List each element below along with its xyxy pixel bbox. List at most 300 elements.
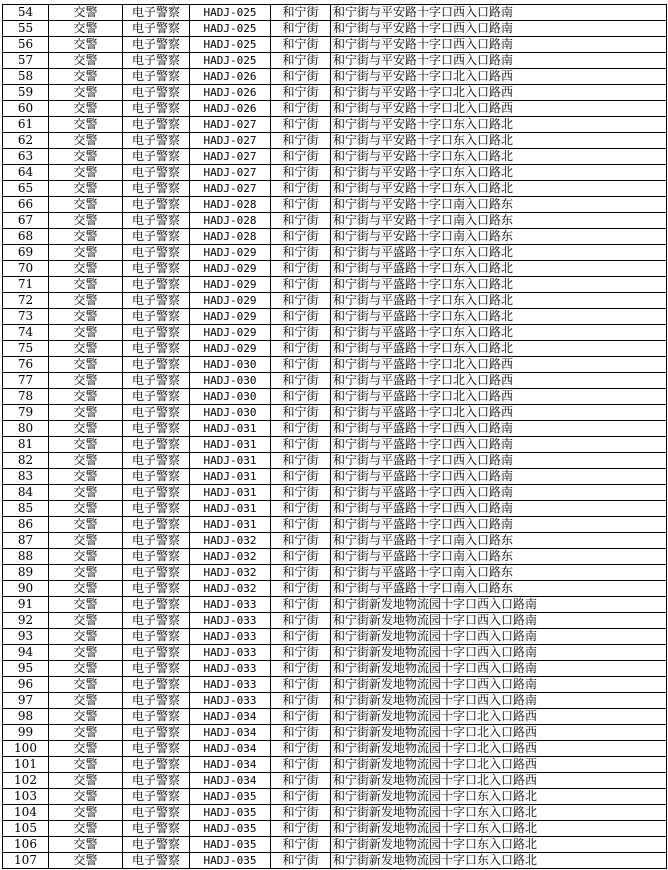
- table-row: [3, 645, 667, 661]
- table-row: [3, 389, 667, 405]
- row-number-cell: 65: [3, 181, 49, 197]
- row-number-cell: 69: [3, 245, 49, 261]
- row-number-cell: 70: [3, 261, 49, 277]
- device-code-cell: HADJ-032: [190, 549, 271, 565]
- device-type-cell: 电子警察: [123, 533, 190, 549]
- device-type-cell: 电子警察: [123, 853, 190, 869]
- device-type-cell: 电子警察: [123, 245, 190, 261]
- department-cell: 交警: [49, 645, 123, 661]
- device-code-cell: HADJ-034: [190, 709, 271, 725]
- table-row: [3, 469, 667, 485]
- location-cell: 和宁街与平安路十字口东入口路北: [331, 181, 667, 197]
- device-type-cell: 电子警察: [123, 565, 190, 581]
- device-type-cell: 电子警察: [123, 821, 190, 837]
- device-code-cell: HADJ-033: [190, 693, 271, 709]
- row-number-cell: 82: [3, 453, 49, 469]
- device-table: [2, 4, 667, 869]
- location-cell: 和宁街与平安路十字口北入口路西: [331, 69, 667, 85]
- department-cell: 交警: [49, 181, 123, 197]
- row-number-cell: 78: [3, 389, 49, 405]
- table-row: [3, 757, 667, 773]
- location-cell: 和宁街新发地物流园十字口东入口路北: [331, 837, 667, 853]
- table-row: [3, 485, 667, 501]
- street-cell: 和宁街: [271, 309, 331, 325]
- department-cell: 交警: [49, 373, 123, 389]
- street-cell: 和宁街: [271, 805, 331, 821]
- device-type-cell: 电子警察: [123, 741, 190, 757]
- device-code-cell: HADJ-033: [190, 677, 271, 693]
- department-cell: 交警: [49, 565, 123, 581]
- table-body: [3, 5, 667, 869]
- device-type-cell: 电子警察: [123, 709, 190, 725]
- device-code-cell: HADJ-032: [190, 565, 271, 581]
- row-number-cell: 97: [3, 693, 49, 709]
- table-row: [3, 85, 667, 101]
- device-type-cell: 电子警察: [123, 693, 190, 709]
- department-cell: 交警: [49, 245, 123, 261]
- device-type-cell: 电子警察: [123, 5, 190, 21]
- device-code-cell: HADJ-027: [190, 149, 271, 165]
- street-cell: 和宁街: [271, 437, 331, 453]
- location-cell: 和宁街与平盛路十字口东入口路北: [331, 341, 667, 357]
- device-code-cell: HADJ-031: [190, 517, 271, 533]
- table-row: [3, 661, 667, 677]
- location-cell: 和宁街与平盛路十字口西入口路南: [331, 421, 667, 437]
- location-cell: 和宁街与平盛路十字口东入口路北: [331, 277, 667, 293]
- device-code-cell: HADJ-026: [190, 69, 271, 85]
- device-code-cell: HADJ-032: [190, 533, 271, 549]
- street-cell: 和宁街: [271, 37, 331, 53]
- table-row: [3, 805, 667, 821]
- department-cell: 交警: [49, 517, 123, 533]
- row-number-cell: 91: [3, 597, 49, 613]
- department-cell: 交警: [49, 693, 123, 709]
- row-number-cell: 90: [3, 581, 49, 597]
- row-number-cell: 89: [3, 565, 49, 581]
- row-number-cell: 102: [3, 773, 49, 789]
- table-row: [3, 133, 667, 149]
- street-cell: 和宁街: [271, 549, 331, 565]
- device-code-cell: HADJ-028: [190, 213, 271, 229]
- device-code-cell: HADJ-033: [190, 661, 271, 677]
- location-cell: 和宁街与平盛路十字口西入口路南: [331, 437, 667, 453]
- device-code-cell: HADJ-029: [190, 261, 271, 277]
- table-row: [3, 517, 667, 533]
- device-code-cell: HADJ-026: [190, 101, 271, 117]
- department-cell: 交警: [49, 757, 123, 773]
- department-cell: 交警: [49, 117, 123, 133]
- device-code-cell: HADJ-030: [190, 405, 271, 421]
- device-code-cell: HADJ-029: [190, 277, 271, 293]
- device-code-cell: HADJ-027: [190, 181, 271, 197]
- department-cell: 交警: [49, 197, 123, 213]
- device-type-cell: 电子警察: [123, 309, 190, 325]
- device-type-cell: 电子警察: [123, 437, 190, 453]
- device-type-cell: 电子警察: [123, 421, 190, 437]
- location-cell: 和宁街与平盛路十字口西入口路南: [331, 453, 667, 469]
- location-cell: 和宁街新发地物流园十字口北入口路西: [331, 709, 667, 725]
- location-cell: 和宁街新发地物流园十字口东入口路北: [331, 821, 667, 837]
- street-cell: 和宁街: [271, 581, 331, 597]
- table-row: [3, 533, 667, 549]
- row-number-cell: 55: [3, 21, 49, 37]
- device-type-cell: 电子警察: [123, 773, 190, 789]
- department-cell: 交警: [49, 389, 123, 405]
- device-type-cell: 电子警察: [123, 277, 190, 293]
- device-type-cell: 电子警察: [123, 325, 190, 341]
- street-cell: 和宁街: [271, 677, 331, 693]
- street-cell: 和宁街: [271, 661, 331, 677]
- row-number-cell: 58: [3, 69, 49, 85]
- location-cell: 和宁街与平安路十字口东入口路北: [331, 117, 667, 133]
- location-cell: 和宁街与平安路十字口北入口路西: [331, 101, 667, 117]
- street-cell: 和宁街: [271, 501, 331, 517]
- street-cell: 和宁街: [271, 517, 331, 533]
- department-cell: 交警: [49, 69, 123, 85]
- department-cell: 交警: [49, 37, 123, 53]
- device-code-cell: HADJ-029: [190, 245, 271, 261]
- location-cell: 和宁街新发地物流园十字口西入口路南: [331, 629, 667, 645]
- street-cell: 和宁街: [271, 85, 331, 101]
- device-type-cell: 电子警察: [123, 501, 190, 517]
- street-cell: 和宁街: [271, 853, 331, 869]
- location-cell: 和宁街与平盛路十字口东入口路北: [331, 293, 667, 309]
- location-cell: 和宁街与平盛路十字口东入口路北: [331, 309, 667, 325]
- department-cell: 交警: [49, 501, 123, 517]
- department-cell: 交警: [49, 85, 123, 101]
- device-code-cell: HADJ-030: [190, 389, 271, 405]
- department-cell: 交警: [49, 469, 123, 485]
- department-cell: 交警: [49, 725, 123, 741]
- department-cell: 交警: [49, 613, 123, 629]
- device-type-cell: 电子警察: [123, 661, 190, 677]
- row-number-cell: 66: [3, 197, 49, 213]
- row-number-cell: 104: [3, 805, 49, 821]
- device-type-cell: 电子警察: [123, 165, 190, 181]
- device-code-cell: HADJ-031: [190, 437, 271, 453]
- device-code-cell: HADJ-031: [190, 453, 271, 469]
- street-cell: 和宁街: [271, 53, 331, 69]
- device-code-cell: HADJ-029: [190, 325, 271, 341]
- street-cell: 和宁街: [271, 149, 331, 165]
- device-code-cell: HADJ-035: [190, 805, 271, 821]
- device-code-cell: HADJ-029: [190, 293, 271, 309]
- department-cell: 交警: [49, 53, 123, 69]
- location-cell: 和宁街与平盛路十字口东入口路北: [331, 261, 667, 277]
- row-number-cell: 105: [3, 821, 49, 837]
- row-number-cell: 101: [3, 757, 49, 773]
- street-cell: 和宁街: [271, 69, 331, 85]
- department-cell: 交警: [49, 21, 123, 37]
- row-number-cell: 79: [3, 405, 49, 421]
- device-type-cell: 电子警察: [123, 229, 190, 245]
- street-cell: 和宁街: [271, 213, 331, 229]
- location-cell: 和宁街与平盛路十字口东入口路北: [331, 245, 667, 261]
- department-cell: 交警: [49, 549, 123, 565]
- department-cell: 交警: [49, 581, 123, 597]
- device-type-cell: 电子警察: [123, 581, 190, 597]
- location-cell: 和宁街与平盛路十字口北入口路西: [331, 405, 667, 421]
- device-type-cell: 电子警察: [123, 469, 190, 485]
- device-type-cell: 电子警察: [123, 629, 190, 645]
- location-cell: 和宁街与平安路十字口北入口路西: [331, 85, 667, 101]
- table-row: [3, 309, 667, 325]
- row-number-cell: 59: [3, 85, 49, 101]
- table-row: [3, 597, 667, 613]
- row-number-cell: 64: [3, 165, 49, 181]
- department-cell: 交警: [49, 309, 123, 325]
- device-code-cell: HADJ-033: [190, 597, 271, 613]
- street-cell: 和宁街: [271, 837, 331, 853]
- device-code-cell: HADJ-035: [190, 789, 271, 805]
- table-row: [3, 693, 667, 709]
- device-type-cell: 电子警察: [123, 837, 190, 853]
- device-code-cell: HADJ-031: [190, 469, 271, 485]
- device-type-cell: 电子警察: [123, 485, 190, 501]
- table-row: [3, 613, 667, 629]
- table-row: [3, 437, 667, 453]
- device-type-cell: 电子警察: [123, 149, 190, 165]
- table-row: [3, 149, 667, 165]
- table-row: [3, 293, 667, 309]
- department-cell: 交警: [49, 661, 123, 677]
- row-number-cell: 57: [3, 53, 49, 69]
- department-cell: 交警: [49, 5, 123, 21]
- street-cell: 和宁街: [271, 405, 331, 421]
- street-cell: 和宁街: [271, 565, 331, 581]
- row-number-cell: 67: [3, 213, 49, 229]
- department-cell: 交警: [49, 405, 123, 421]
- department-cell: 交警: [49, 821, 123, 837]
- table-row: [3, 325, 667, 341]
- device-code-cell: HADJ-035: [190, 821, 271, 837]
- row-number-cell: 88: [3, 549, 49, 565]
- location-cell: 和宁街与平安路十字口西入口路南: [331, 21, 667, 37]
- device-type-cell: 电子警察: [123, 133, 190, 149]
- department-cell: 交警: [49, 629, 123, 645]
- location-cell: 和宁街与平盛路十字口南入口路东: [331, 565, 667, 581]
- device-code-cell: HADJ-025: [190, 21, 271, 37]
- device-type-cell: 电子警察: [123, 789, 190, 805]
- street-cell: 和宁街: [271, 485, 331, 501]
- row-number-cell: 103: [3, 789, 49, 805]
- street-cell: 和宁街: [271, 277, 331, 293]
- device-code-cell: HADJ-025: [190, 53, 271, 69]
- table-row: [3, 5, 667, 21]
- location-cell: 和宁街新发地物流园十字口北入口路西: [331, 741, 667, 757]
- location-cell: 和宁街与平安路十字口东入口路北: [331, 165, 667, 181]
- device-code-cell: HADJ-033: [190, 645, 271, 661]
- location-cell: 和宁街与平安路十字口南入口路东: [331, 213, 667, 229]
- device-type-cell: 电子警察: [123, 357, 190, 373]
- table-row: [3, 421, 667, 437]
- street-cell: 和宁街: [271, 133, 331, 149]
- street-cell: 和宁街: [271, 341, 331, 357]
- row-number-cell: 77: [3, 373, 49, 389]
- street-cell: 和宁街: [271, 389, 331, 405]
- device-code-cell: HADJ-031: [190, 421, 271, 437]
- street-cell: 和宁街: [271, 597, 331, 613]
- row-number-cell: 95: [3, 661, 49, 677]
- table-row: [3, 101, 667, 117]
- table-row: [3, 69, 667, 85]
- location-cell: 和宁街与平盛路十字口北入口路西: [331, 373, 667, 389]
- device-type-cell: 电子警察: [123, 389, 190, 405]
- table-row: [3, 229, 667, 245]
- device-type-cell: 电子警察: [123, 613, 190, 629]
- street-cell: 和宁街: [271, 645, 331, 661]
- department-cell: 交警: [49, 805, 123, 821]
- street-cell: 和宁街: [271, 821, 331, 837]
- row-number-cell: 100: [3, 741, 49, 757]
- department-cell: 交警: [49, 837, 123, 853]
- row-number-cell: 61: [3, 117, 49, 133]
- row-number-cell: 74: [3, 325, 49, 341]
- table-row: [3, 245, 667, 261]
- table-row: [3, 21, 667, 37]
- street-cell: 和宁街: [271, 789, 331, 805]
- row-number-cell: 94: [3, 645, 49, 661]
- row-number-cell: 98: [3, 709, 49, 725]
- location-cell: 和宁街与平安路十字口东入口路北: [331, 149, 667, 165]
- row-number-cell: 56: [3, 37, 49, 53]
- table-row: [3, 405, 667, 421]
- row-number-cell: 106: [3, 837, 49, 853]
- department-cell: 交警: [49, 437, 123, 453]
- department-cell: 交警: [49, 485, 123, 501]
- device-code-cell: HADJ-034: [190, 773, 271, 789]
- table-row: [3, 725, 667, 741]
- street-cell: 和宁街: [271, 773, 331, 789]
- row-number-cell: 87: [3, 533, 49, 549]
- street-cell: 和宁街: [271, 709, 331, 725]
- device-type-cell: 电子警察: [123, 21, 190, 37]
- device-code-cell: HADJ-033: [190, 613, 271, 629]
- row-number-cell: 75: [3, 341, 49, 357]
- device-code-cell: HADJ-026: [190, 85, 271, 101]
- location-cell: 和宁街与平盛路十字口东入口路北: [331, 325, 667, 341]
- row-number-cell: 83: [3, 469, 49, 485]
- table-row: [3, 53, 667, 69]
- table-row: [3, 853, 667, 869]
- street-cell: 和宁街: [271, 629, 331, 645]
- device-code-cell: HADJ-025: [190, 5, 271, 21]
- street-cell: 和宁街: [271, 453, 331, 469]
- device-type-cell: 电子警察: [123, 517, 190, 533]
- device-type-cell: 电子警察: [123, 341, 190, 357]
- department-cell: 交警: [49, 773, 123, 789]
- device-code-cell: HADJ-031: [190, 501, 271, 517]
- street-cell: 和宁街: [271, 373, 331, 389]
- row-number-cell: 99: [3, 725, 49, 741]
- table-row: [3, 341, 667, 357]
- location-cell: 和宁街新发地物流园十字口北入口路西: [331, 725, 667, 741]
- table-row: [3, 213, 667, 229]
- street-cell: 和宁街: [271, 533, 331, 549]
- department-cell: 交警: [49, 165, 123, 181]
- street-cell: 和宁街: [271, 21, 331, 37]
- row-number-cell: 92: [3, 613, 49, 629]
- location-cell: 和宁街新发地物流园十字口北入口路西: [331, 757, 667, 773]
- department-cell: 交警: [49, 597, 123, 613]
- location-cell: 和宁街与平安路十字口南入口路东: [331, 229, 667, 245]
- row-number-cell: 72: [3, 293, 49, 309]
- table-row: [3, 357, 667, 373]
- row-number-cell: 73: [3, 309, 49, 325]
- device-type-cell: 电子警察: [123, 645, 190, 661]
- street-cell: 和宁街: [271, 693, 331, 709]
- department-cell: 交警: [49, 261, 123, 277]
- device-code-cell: HADJ-034: [190, 725, 271, 741]
- device-code-cell: HADJ-028: [190, 229, 271, 245]
- device-code-cell: HADJ-027: [190, 133, 271, 149]
- street-cell: 和宁街: [271, 245, 331, 261]
- device-type-cell: 电子警察: [123, 453, 190, 469]
- location-cell: 和宁街新发地物流园十字口西入口路南: [331, 677, 667, 693]
- row-number-cell: 68: [3, 229, 49, 245]
- row-number-cell: 60: [3, 101, 49, 117]
- device-type-cell: 电子警察: [123, 293, 190, 309]
- location-cell: 和宁街与平盛路十字口西入口路南: [331, 469, 667, 485]
- street-cell: 和宁街: [271, 469, 331, 485]
- device-type-cell: 电子警察: [123, 53, 190, 69]
- table-row: [3, 373, 667, 389]
- row-number-cell: 80: [3, 421, 49, 437]
- department-cell: 交警: [49, 277, 123, 293]
- device-type-cell: 电子警察: [123, 261, 190, 277]
- device-type-cell: 电子警察: [123, 69, 190, 85]
- department-cell: 交警: [49, 229, 123, 245]
- table-row: [3, 741, 667, 757]
- location-cell: 和宁街与平安路十字口西入口路南: [331, 37, 667, 53]
- device-code-cell: HADJ-035: [190, 853, 271, 869]
- table-row: [3, 181, 667, 197]
- device-type-cell: 电子警察: [123, 101, 190, 117]
- table-row: [3, 581, 667, 597]
- location-cell: 和宁街与平盛路十字口南入口路东: [331, 549, 667, 565]
- street-cell: 和宁街: [271, 613, 331, 629]
- row-number-cell: 63: [3, 149, 49, 165]
- device-type-cell: 电子警察: [123, 181, 190, 197]
- location-cell: 和宁街新发地物流园十字口北入口路西: [331, 773, 667, 789]
- row-number-cell: 71: [3, 277, 49, 293]
- table-row: [3, 165, 667, 181]
- street-cell: 和宁街: [271, 181, 331, 197]
- row-number-cell: 86: [3, 517, 49, 533]
- device-code-cell: HADJ-029: [190, 309, 271, 325]
- location-cell: 和宁街与平盛路十字口北入口路西: [331, 357, 667, 373]
- location-cell: 和宁街与平盛路十字口南入口路东: [331, 533, 667, 549]
- street-cell: 和宁街: [271, 101, 331, 117]
- device-type-cell: 电子警察: [123, 757, 190, 773]
- street-cell: 和宁街: [271, 261, 331, 277]
- device-type-cell: 电子警察: [123, 85, 190, 101]
- row-number-cell: 54: [3, 5, 49, 21]
- table-row: [3, 277, 667, 293]
- street-cell: 和宁街: [271, 757, 331, 773]
- device-type-cell: 电子警察: [123, 405, 190, 421]
- device-type-cell: 电子警察: [123, 197, 190, 213]
- street-cell: 和宁街: [271, 325, 331, 341]
- table-row: [3, 453, 667, 469]
- table-row: [3, 773, 667, 789]
- location-cell: 和宁街与平盛路十字口西入口路南: [331, 485, 667, 501]
- street-cell: 和宁街: [271, 5, 331, 21]
- row-number-cell: 76: [3, 357, 49, 373]
- table-row: [3, 261, 667, 277]
- street-cell: 和宁街: [271, 725, 331, 741]
- table-row: [3, 565, 667, 581]
